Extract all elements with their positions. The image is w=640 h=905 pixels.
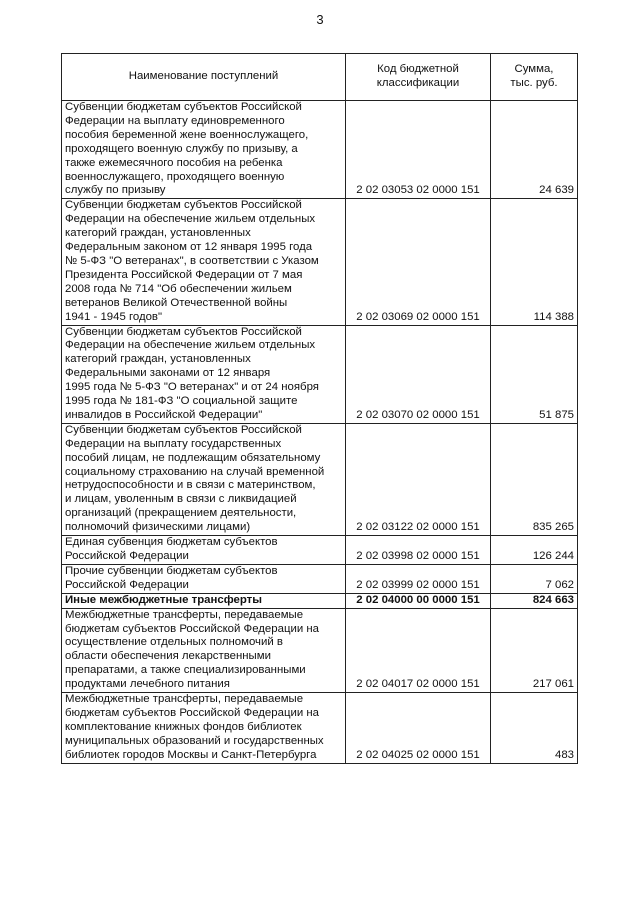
budget-code-cell: 2 02 03070 02 0000 151 — [346, 325, 491, 423]
amount-cell: 835 265 — [491, 423, 578, 535]
revenue-name-cell: Единая субвенция бюджетам субъектов Российской Федерации — [62, 536, 346, 565]
header-name: Наименование поступлений — [62, 54, 346, 101]
table-row — [62, 101, 578, 199]
table-row — [62, 608, 578, 692]
table-row — [62, 325, 578, 423]
header-code: Код бюджетной классификации — [346, 54, 491, 101]
amount-cell: 483 — [491, 693, 578, 764]
amount-cell: 824 663 — [491, 593, 578, 608]
budget-code-cell: 2 02 03069 02 0000 151 — [346, 199, 491, 325]
table-header-row — [62, 54, 578, 101]
budget-code-cell: 2 02 04025 02 0000 151 — [346, 693, 491, 764]
page-number: 3 — [316, 12, 324, 27]
amount-cell: 126 244 — [491, 536, 578, 565]
revenue-name-cell: Иные межбюджетные трансферты — [62, 593, 346, 608]
revenue-name-cell: Субвенции бюджетам субъектов Российской Федерации на обеспечение жильем отдельных категорий граждан, установленных Федеральными законами от 12 января 1995 года № 5-ФЗ "О ветеранах" и от 24 ноября 1995 года № 181-ФЗ "О социальной защите инвалидов в Российской Федерации" — [62, 325, 346, 423]
budget-code-cell: 2 02 04000 00 0000 151 — [346, 593, 491, 608]
table-row — [62, 199, 578, 325]
revenue-name-cell: Межбюджетные трансферты, передаваемые бюджетам субъектов Российской Федерации на комплектование книжных фондов библиотек муниципальных образований и государственных библиотек городов Москвы и Санкт-Петербурга — [62, 693, 346, 764]
budget-code-cell: 2 02 03998 02 0000 151 — [346, 536, 491, 565]
budget-code-cell: 2 02 04017 02 0000 151 — [346, 608, 491, 692]
table-row — [62, 693, 578, 764]
amount-cell: 217 061 — [491, 608, 578, 692]
revenue-name-cell: Межбюджетные трансферты, передаваемые бюджетам субъектов Российской Федерации на осуществление отдельных полномочий в области обеспечения лекарственными препаратами, а также специализированными продуктами лечебного питания — [62, 608, 346, 692]
table-row — [62, 564, 578, 593]
amount-cell: 24 639 — [491, 101, 578, 199]
budget-code-cell: 2 02 03122 02 0000 151 — [346, 423, 491, 535]
budget-code-cell: 2 02 03999 02 0000 151 — [346, 564, 491, 593]
revenue-name-cell: Субвенции бюджетам субъектов Российской Федерации на выплату единовременного пособия беременной жене военнослужащего, проходящего военную службу по призыву, а также ежемесячного пособия на ребенка военнослужащего, проходящего военную службу по призыву — [62, 101, 346, 199]
revenue-name-cell: Прочие субвенции бюджетам субъектов Российской Федерации — [62, 564, 346, 593]
budget-code-cell: 2 02 03053 02 0000 151 — [346, 101, 491, 199]
revenue-name-cell: Субвенции бюджетам субъектов Российской Федерации на обеспечение жильем отдельных категорий граждан, установленных Федеральным законом от 12 января 1995 года № 5-ФЗ "О ветеранах", в соответствии с Указом Президента Российской Федерации от 7 мая 2008 года № 714 "Об обеспечении жильем ветеранов Великой Отечественной войны 1941 - 1945 годов" — [62, 199, 346, 325]
amount-cell: 51 875 — [491, 325, 578, 423]
table-row — [62, 423, 578, 535]
table-row — [62, 536, 578, 565]
amount-cell: 7 062 — [491, 564, 578, 593]
header-sum: Сумма, тыс. руб. — [491, 54, 578, 101]
amount-cell: 114 388 — [491, 199, 578, 325]
revenue-name-cell: Субвенции бюджетам субъектов Российской Федерации на выплату государственных пособий лицам, не подлежащим обязательному социальному страхованию на случай временной нетрудоспособности и в связи с материнством, и лицам, уволенным в связи с ликвидацией организаций (прекращением деятельности, полномочий физическими лицами) — [62, 423, 346, 535]
table-row — [62, 593, 578, 608]
revenue-table — [61, 53, 578, 764]
